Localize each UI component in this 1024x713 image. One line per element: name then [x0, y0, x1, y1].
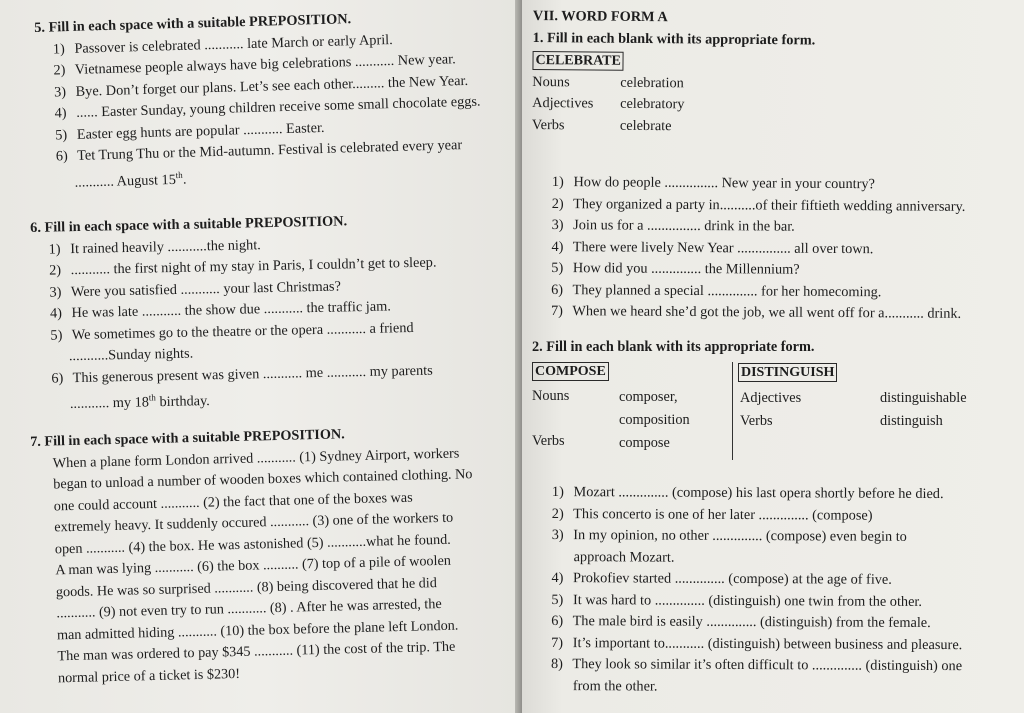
list-item-continued: from the other.	[572, 677, 658, 695]
paragraph-line: The man was ordered to pay $345 ........... (11) the cost of the trip. The	[57, 638, 456, 665]
word-form-row: Verbs celebrate	[531, 116, 672, 134]
paragraph-line: ........... (9) not even try to run ........... (8) . After he was arrested, the	[56, 595, 442, 622]
list-item: 3) Were you satisfied ........... your last Christmas?	[49, 278, 342, 301]
list-item: 5) It was hard to .............. (distinguish) one twin from the other.	[551, 591, 923, 610]
list-item-continued: ........... my 18th birthday.	[69, 392, 210, 412]
list-item: 2) ........... the first night of my stay in Paris, I couldn’t get to sleep.	[48, 254, 437, 279]
paragraph-line: began to unload a number of wooden boxes which contained clothing. No	[53, 466, 473, 493]
section-title: VII. WORD FORM A	[532, 7, 668, 26]
list-item: 1) How do people ............... New year in your country?	[551, 173, 875, 193]
list-item-continued: ........... August 15th.	[74, 169, 187, 191]
right-page	[522, 0, 1024, 713]
paragraph-line: A man was lying ........... (6) the box .......... (7) top of a pile of woolen	[55, 552, 452, 579]
exercise-5-title: Fill in each space with a suitable PREPOSITION.	[48, 11, 352, 36]
word-form-row: Nouns celebration	[532, 73, 684, 91]
list-item-continued: approach Mozart.	[573, 548, 675, 566]
keyword-celebrate: CELEBRATE	[532, 51, 623, 71]
form-pos: Verbs	[740, 413, 773, 429]
list-item: 7) It’s important to........... (distinguish) between business and pleasure.	[551, 634, 963, 653]
exercise-6-number: 6.	[30, 219, 42, 236]
list-item: 4) ...... Easter Sunday, young children receive some small chocolate eggs.	[54, 93, 481, 122]
word-form-row: Adjectives celebratory	[532, 94, 685, 113]
form-pos: Nouns	[532, 388, 570, 404]
paragraph-line: one could account ........... (2) the fact that one of the boxes was	[53, 489, 413, 514]
list-item: 3) Bye. Don’t forget our plans. Let’s see each other......... the New Year.	[53, 72, 469, 100]
paragraph-line: When a plane form London arrived ........... (1) Sydney Airport, workers	[52, 445, 460, 471]
part-2-title: 2. Fill in each blank with its appropriate form.	[532, 339, 815, 355]
list-item: 2) They organized a party in..........of their fiftieth wedding anniversary.	[551, 195, 966, 215]
list-item: 6) The male bird is easily .............. (distinguish) from the female.	[551, 612, 931, 631]
list-item: 3) Join us for a ............... drink in the bar.	[551, 216, 795, 235]
form-word: distinguish	[880, 413, 943, 429]
paragraph-line: goods. He was so surprised ........... (8) being discovered that he did	[55, 574, 438, 600]
form-word: composition	[619, 412, 690, 428]
exercise-7-number: 7.	[30, 433, 42, 450]
list-item: 3) In my opinion, no other .............. (compose) even begin to	[551, 526, 907, 545]
list-item: 6) This generous present was given ........... me ........... my parents	[51, 362, 433, 387]
list-item: 6) Tet Trung Thu or the Mid-autumn. Festival is celebrated every year	[55, 137, 463, 165]
part-2-items	[551, 482, 963, 699]
word-form-section	[532, 6, 816, 138]
form-word: compose	[619, 435, 670, 451]
list-item: 7) When we heard she’d got the job, we all went off for a........... drink.	[550, 302, 962, 322]
list-item: 1) Mozart .............. (compose) his last opera shortly before he died.	[551, 483, 944, 503]
exercise-5	[34, 6, 483, 190]
form-word: distinguishable	[880, 390, 967, 406]
list-item: 4) Prokofiev started .............. (compose) at the age of five.	[551, 569, 892, 588]
exercise-6	[30, 210, 439, 412]
form-pos: Verbs	[532, 433, 565, 449]
list-item: 6) They planned a special .............. for her homecoming.	[551, 281, 882, 300]
list-item: 2) This concerto is one of her later .............. (compose)	[551, 505, 873, 524]
list-item: 4) There were lively New Year ............... all over town.	[551, 238, 874, 257]
list-item: 1) Passover is celebrated ........... late March or early April.	[52, 31, 393, 57]
exercise-7-title: Fill in each space with a suitable PREPOSITION.	[44, 426, 345, 450]
exercise-6-title: Fill in each space with a suitable PREPOSITION.	[44, 213, 348, 236]
part-1-items	[551, 172, 966, 325]
list-item: 8) They look so similar it’s often difficult to .............. (distinguish) one	[551, 655, 963, 675]
keyword-compose: COMPOSE	[532, 362, 609, 381]
list-item-continued: ...........Sunday nights.	[68, 345, 194, 365]
form-pos: Adjectives	[740, 390, 802, 406]
list-item: 1) It rained heavily ...........the night.	[48, 236, 261, 258]
paragraph-line: man admitted hiding ........... (10) the box before the plane left London.	[56, 617, 459, 643]
paragraph-line: extremely heavy. It suddenly occured ........... (3) one of the workers to	[54, 509, 454, 536]
table-divider	[732, 362, 733, 460]
list-item: 4) He was late ........... the show due ........... the traffic jam.	[49, 298, 392, 322]
list-item: 5) How did you .............. the Millennium?	[551, 259, 800, 278]
keyword-distinguish: DISTINGUISH	[738, 363, 837, 382]
list-item: 5) We sometimes go to the theatre or the opera ........... a friend	[50, 319, 414, 344]
list-item: 5) Easter egg hunts are popular ........... Easter.	[55, 119, 325, 143]
part-1-title: 1. Fill in each blank with its appropriate form.	[532, 29, 816, 48]
paragraph-line: open ........... (4) the box. He was astonished (5) ...........what he found.	[54, 531, 451, 557]
paragraph-line: normal price of a ticket is $230!	[57, 665, 241, 686]
form-word: composer,	[619, 389, 678, 405]
exercise-7	[30, 421, 477, 690]
exercise-5-number: 5.	[34, 19, 46, 36]
list-item: 2) Vietnamese people always have big celebrations ........... New year.	[53, 51, 456, 79]
